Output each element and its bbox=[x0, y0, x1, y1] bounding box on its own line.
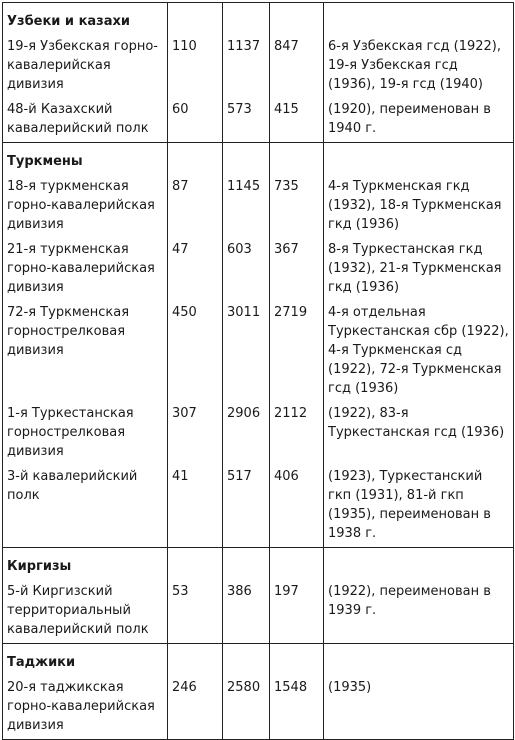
value-cell-3: 2719 bbox=[270, 301, 324, 402]
value-cell-2: 2580 bbox=[223, 676, 270, 740]
empty-cell bbox=[168, 644, 223, 677]
empty-cell bbox=[324, 3, 514, 36]
value-cell-1: 47 bbox=[168, 238, 223, 301]
value-cell-2: 603 bbox=[223, 238, 270, 301]
value-cell-3: 1548 bbox=[270, 676, 324, 740]
value-cell-2: 1145 bbox=[223, 175, 270, 238]
unit-name-cell: 21-я туркменская горно-кавалерийская дивизия bbox=[3, 238, 168, 301]
empty-cell bbox=[324, 548, 514, 581]
empty-cell bbox=[270, 548, 324, 581]
value-cell-1: 307 bbox=[168, 402, 223, 465]
unit-name-cell: 5-й Киргизский территориальный кавалерийский полк bbox=[3, 580, 168, 644]
value-cell-1: 53 bbox=[168, 580, 223, 644]
table-row bbox=[3, 98, 514, 143]
section-header-row bbox=[3, 3, 514, 36]
empty-cell bbox=[168, 548, 223, 581]
table-row bbox=[3, 580, 514, 644]
note-cell: (1923), Туркестанский гкп (1931), 81-й гкп (1935), переименован в 1938 г. bbox=[324, 465, 514, 548]
value-cell-1: 87 bbox=[168, 175, 223, 238]
note-cell: (1935) bbox=[324, 676, 514, 740]
value-cell-1: 246 bbox=[168, 676, 223, 740]
value-cell-3: 367 bbox=[270, 238, 324, 301]
section-header-row bbox=[3, 548, 514, 581]
section-title: Таджики bbox=[3, 644, 168, 677]
section-title: Узбеки и казахи bbox=[3, 3, 168, 36]
value-cell-3: 2112 bbox=[270, 402, 324, 465]
unit-name-cell: 19-я Узбекская горно-кавалерийская дивизия bbox=[3, 35, 168, 98]
value-cell-2: 1137 bbox=[223, 35, 270, 98]
unit-name-cell: 18-я туркменская горно-кавалерийская дивизия bbox=[3, 175, 168, 238]
empty-cell bbox=[223, 644, 270, 677]
empty-cell bbox=[324, 644, 514, 677]
value-cell-3: 406 bbox=[270, 465, 324, 548]
empty-cell bbox=[168, 143, 223, 176]
table-row bbox=[3, 465, 514, 548]
value-cell-2: 517 bbox=[223, 465, 270, 548]
unit-name-cell: 72-я Туркменская горнострелковая дивизия bbox=[3, 301, 168, 402]
empty-cell bbox=[168, 3, 223, 36]
empty-cell bbox=[223, 143, 270, 176]
unit-name-cell: 1-я Туркестанская горнострелковая дивизия bbox=[3, 402, 168, 465]
value-cell-2: 2906 bbox=[223, 402, 270, 465]
value-cell-1: 60 bbox=[168, 98, 223, 143]
section-title: Туркмены bbox=[3, 143, 168, 176]
note-cell: 4-я отдельная Туркестанская сбр (1922), 4-я Туркменская сд (1922), 72-я Туркменская гсд (1936) bbox=[324, 301, 514, 402]
units-table bbox=[2, 2, 514, 740]
section-header-row bbox=[3, 143, 514, 176]
value-cell-3: 847 bbox=[270, 35, 324, 98]
value-cell-1: 450 bbox=[168, 301, 223, 402]
table-row bbox=[3, 175, 514, 238]
table-row bbox=[3, 676, 514, 740]
value-cell-2: 386 bbox=[223, 580, 270, 644]
table-row bbox=[3, 35, 514, 98]
empty-cell bbox=[223, 548, 270, 581]
note-cell: 4-я Туркменская гкд (1932), 18-я Туркменская гкд (1936) bbox=[324, 175, 514, 238]
value-cell-1: 41 bbox=[168, 465, 223, 548]
value-cell-3: 415 bbox=[270, 98, 324, 143]
table-row bbox=[3, 402, 514, 465]
note-cell: 8-я Туркестанская гкд (1932), 21-я Туркменская гкд (1936) bbox=[324, 238, 514, 301]
value-cell-3: 197 bbox=[270, 580, 324, 644]
table-row bbox=[3, 238, 514, 301]
empty-cell bbox=[270, 644, 324, 677]
value-cell-2: 573 bbox=[223, 98, 270, 143]
table-row bbox=[3, 301, 514, 402]
units-table-body bbox=[3, 3, 514, 740]
unit-name-cell: 3-й кавалерийский полк bbox=[3, 465, 168, 548]
empty-cell bbox=[324, 143, 514, 176]
empty-cell bbox=[270, 3, 324, 36]
section-title: Киргизы bbox=[3, 548, 168, 581]
section-header-row bbox=[3, 644, 514, 677]
unit-name-cell: 20-я таджикская горно-кавалерийская дивизия bbox=[3, 676, 168, 740]
note-cell: (1922), 83-я Туркестанская гсд (1936) bbox=[324, 402, 514, 465]
note-cell: (1922), переименован в 1939 г. bbox=[324, 580, 514, 644]
note-cell: 6-я Узбекская гсд (1922), 19-я Узбекская гсд (1936), 19-я гсд (1940) bbox=[324, 35, 514, 98]
value-cell-2: 3011 bbox=[223, 301, 270, 402]
note-cell: (1920), переименован в 1940 г. bbox=[324, 98, 514, 143]
empty-cell bbox=[270, 143, 324, 176]
value-cell-1: 110 bbox=[168, 35, 223, 98]
unit-name-cell: 48-й Казахский кавалерийский полк bbox=[3, 98, 168, 143]
empty-cell bbox=[223, 3, 270, 36]
value-cell-3: 735 bbox=[270, 175, 324, 238]
